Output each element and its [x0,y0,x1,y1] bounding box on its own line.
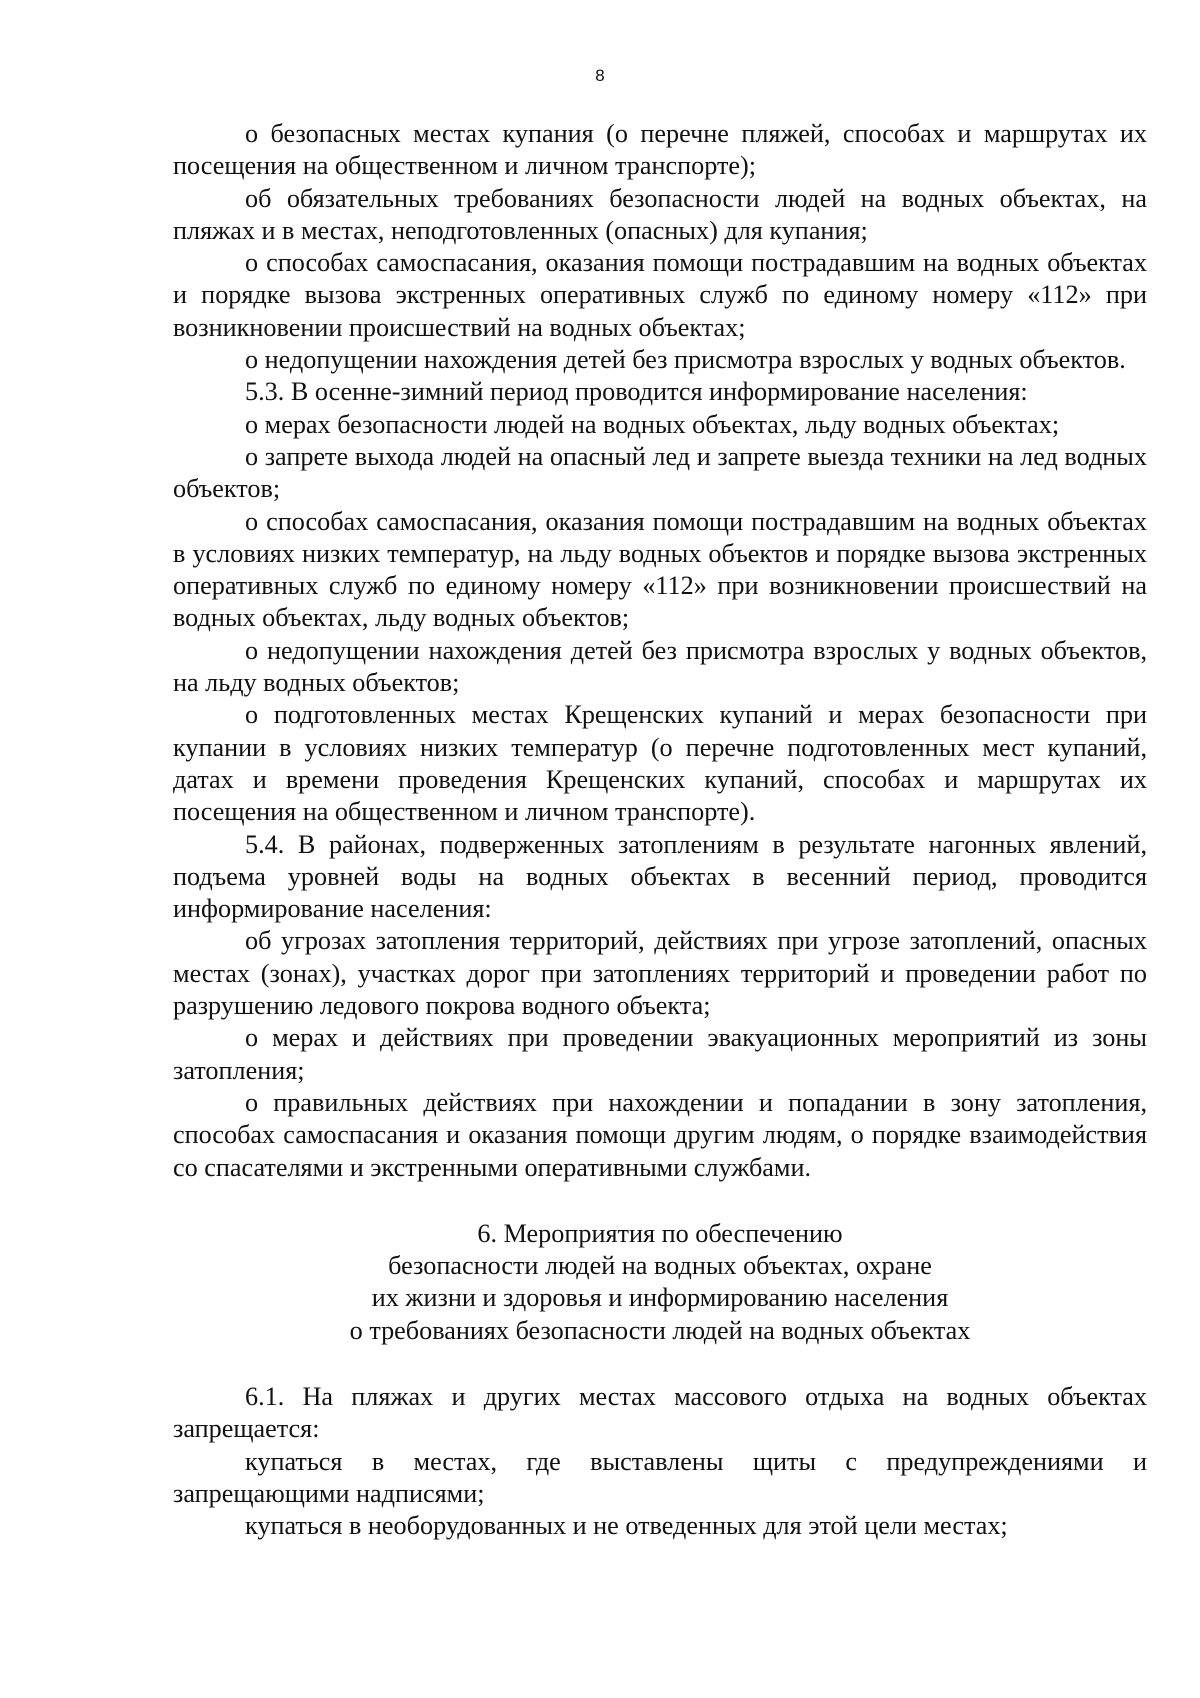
section-heading-line: безопасности людей на водных объектах, охране [388,1251,932,1281]
paragraph: 5.4. В районах, подверженных затоплениям в результате нагонных явлений, подъема уровней воды на водных объектах в весенний период, проводится информирование населения: [173,829,1147,924]
section-heading-line: их жизни и здоровья и информированию населения [371,1283,949,1313]
paragraph: купаться в местах, где выставлены щиты с предупреждениями и запрещающими надписями; [173,1446,1147,1508]
paragraph: о способах самоспасания, оказания помощи пострадавшим на водных объектах и порядке вызова экстренных оперативных служб по единому номеру «112» при возникновении происшествий на водных объектах; [173,248,1147,342]
document-body [173,118,1147,1542]
paragraph: об угрозах затопления территорий, действиях при угрозе затоплений, опасных местах (зонах), участках дорог при затоплениях территорий и проведении работ по разрушению ледового покрова водного объекта; [173,926,1147,1021]
paragraph: о правильных действиях при нахождении и попадании в зону затопления, способах самоспасания и оказания помощи другим людям, о порядке взаимодействия со спасателями и экстренными оперативными службами. [173,1087,1147,1182]
section-heading [173,1218,1147,1347]
section-heading-line: о требованиях безопасности людей на водных объектах [349,1315,971,1345]
paragraph: о запрете выхода людей на опасный лед и запрете выезда техники на лед водных объектов; [173,441,1147,504]
paragraph: 6.1. На пляжах и других местах массового отдыха на водных объектах запрещается: [173,1381,1147,1444]
paragraph: об обязательных требованиях безопасности людей на водных объектах, на пляжах и в местах, неподготовленных (опасных) для купания; [173,183,1147,245]
section-heading-line: 6. Мероприятия по обеспечению [477,1218,843,1248]
paragraph: о недопущении нахождения детей без присмотра взрослых у водных объектов, на льду водных объектов; [173,635,1147,698]
paragraph: 5.3. В осенне-зимний период проводится информирование населения: [245,377,1028,407]
paragraph: о безопасных местах купания (о перечне пляжей, способах и маршрутах их посещения на общественном и личном транспорте); [173,119,1147,181]
paragraph: о мерах и действиях при проведении эвакуационных мероприятий из зоны затопления; [173,1023,1147,1085]
paragraph: купаться в необорудованных и не отведенных для этой цели местах; [245,1511,1008,1541]
page-number: 8 [595,66,605,85]
spacer [173,1347,1147,1381]
paragraph: о способах самоспасания, оказания помощи пострадавшим на водных объектах в условиях низких температур, на льду водных объектов и порядке вызова экстренных оперативных служб по единому номеру «112» при возникновении происшествий на водных объектах, льду водных объектов; [173,506,1147,633]
paragraph: о мерах безопасности людей на водных объектах, льду водных объектах; [245,409,1060,439]
paragraph: о подготовленных местах Крещенских купаний и мерах безопасности при купании в условиях низких температур (о перечне подготовленных мест купаний, датах и времени проведения Крещенских купаний, способах и маршрутах их посещения на общественном и личном транспорте). [173,700,1147,827]
paragraph: о недопущении нахождения детей без присмотра взрослых у водных объектов. [245,345,1126,375]
